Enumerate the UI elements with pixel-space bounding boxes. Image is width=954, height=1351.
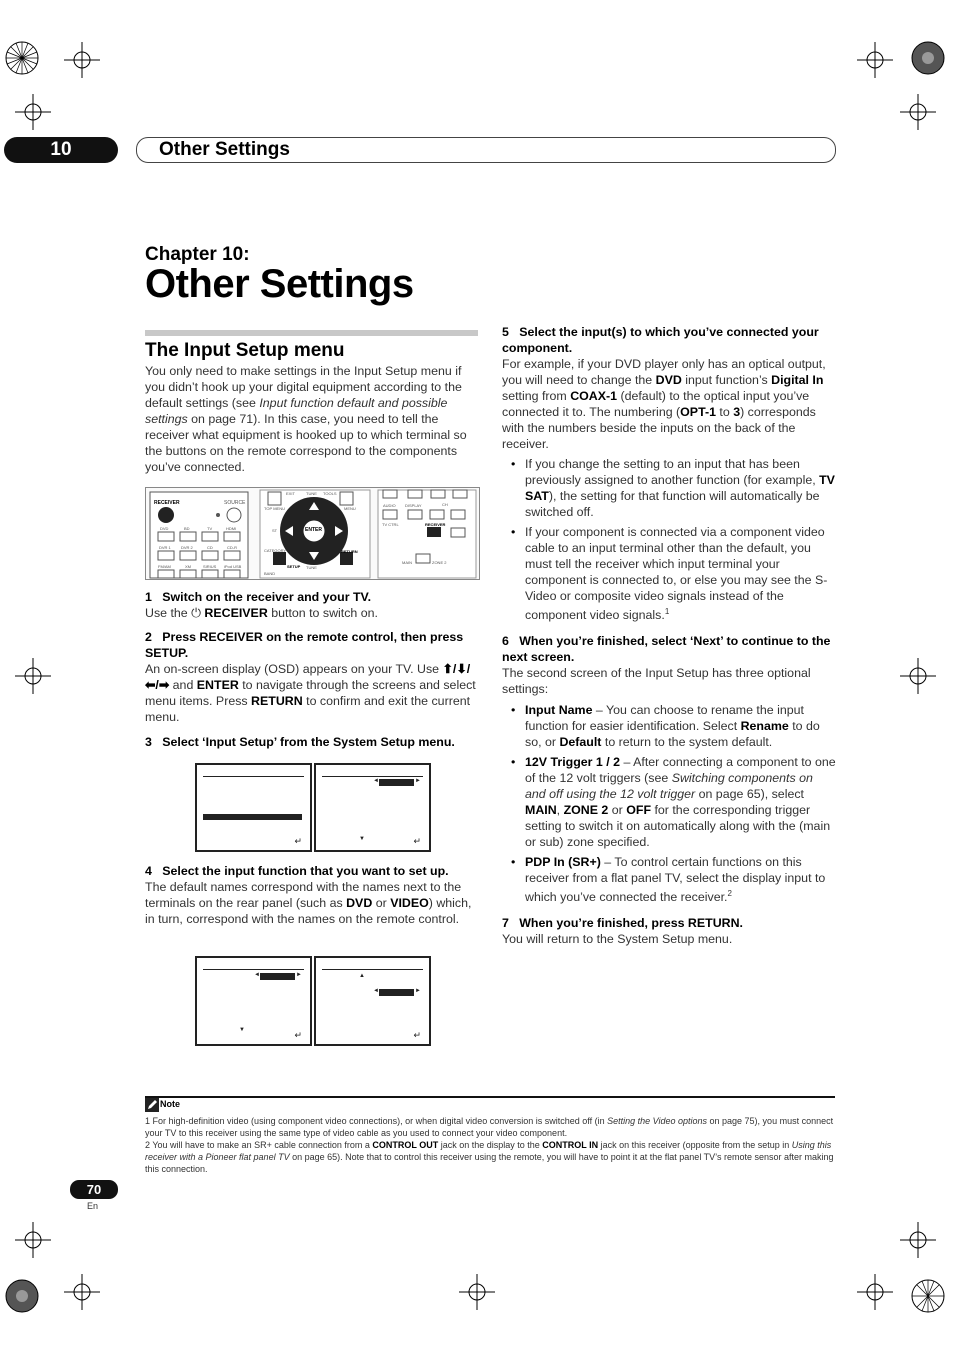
down-arrow-icon: ▼ [359, 836, 365, 842]
chapter-title: Other Settings [145, 262, 414, 306]
return-icon: ↵ [294, 1030, 302, 1040]
remote-cdr-label: CD-R [227, 545, 237, 550]
remote-ipod-label: iPod USB [224, 564, 242, 569]
remote-topmenu-label: TOP MENU [264, 506, 285, 511]
note-text: 1 For high-definition video (using component video connections), or when digital video conversion is switched off (in Setting the Video options on page 75), you must connect your TV to this receiver using the same type of video cable as you used to connect your video component. 2 You will have to make an SR+ cable connection from a CONTROL OUT jack on the display to the CONTROL IN jack on this receiver (opposite from the setup in Using this receiver with a Pioneer flat panel TV on page 65). Note that to control this receiver using the remote, you will have to point it at the flat panel TV’s remote sensor after making this connection. [145, 1116, 834, 1174]
registration-rosette [910, 1278, 946, 1314]
remote-fmam-label: FM/AM [158, 564, 171, 569]
right-arrow-icon: ► [415, 988, 421, 994]
registration-rosette [4, 1278, 40, 1314]
up-arrow-icon: ▲ [359, 973, 365, 979]
note-pencil-icon [145, 1098, 159, 1112]
remote-bd-label: BD [184, 526, 190, 531]
remote-tune2-label: TUNE [306, 565, 317, 570]
section-rule [145, 330, 478, 336]
remote-audio-label: AUDIO [383, 503, 396, 508]
osd-screen-input-setup-3 [314, 956, 431, 1046]
step-6-item-12v-trigger: • 12V Trigger 1 / 2 – After connecting a component to one of the 12 volt triggers (see Switching components on and off using the 12 volt trigger on page 65), select MAIN, ZONE 2 or OFF for the corresponding trigger setting to switch it on automatically along with the (main or sub) zone specified. [502, 754, 836, 850]
remote-tools-label: TOOLS [323, 491, 337, 496]
remote-source-label: SOURCE [224, 500, 246, 506]
remote-receiver-label: RECEIVER [154, 500, 180, 506]
crosshair-mark [857, 1274, 893, 1310]
return-icon: ↵ [294, 836, 302, 846]
step-3: 3 Select ‘Input Setup’ from the System Setup menu. [145, 735, 455, 749]
remote-xm-label: XM [185, 564, 191, 569]
remote-enter-label: ENTER [305, 527, 322, 533]
remote-main-label: MAIN [402, 560, 412, 565]
step-5-bullet-2: • If your component is connected via a component video cable to an input terminal other than the default, you must tell the receiver which input terminal your component is connected to, or else you may see the S-Video or composite video signals instead of the component video signals.$^1$ [502, 524, 836, 623]
return-icon: ↵ [413, 1030, 421, 1040]
remote-illustration [145, 487, 480, 580]
remote-setup-label: SETUP [287, 564, 301, 569]
osd-highlight [203, 814, 302, 820]
chapter-number-badge: 10 [4, 137, 118, 163]
remote-return-label: RETURN [341, 549, 358, 554]
remote-display-label: DISPLAY [405, 503, 422, 508]
remote-zone-label: ZONE 2 [432, 560, 447, 565]
step-6: 6 When you’re finished, select ‘Next’ to continue to the next screen. The second screen of the Input Setup has three optional settings: • Input Name – You can choose to rename the input function for easier identification. Select Rename to do so, or Default to return to the system default. • 12V Trigger 1 / 2 – After connecting a component to one of the 12 volt triggers (see Switching components on and off using the 12 volt trigger on page 65), select MAIN, ZONE 2 or OFF for the corresponding trigger setting to switch it on automatically along with the (main or sub) zone specified. • PDP In (SR+) – To control certain functions on this receiver from a flat panel TV, select the display input to which you’ve connected the receiver.$^2$ [502, 633, 836, 909]
step-2: 2 Press RECEIVER on the remote control, then press SETUP. An on-screen display (OSD) appears on your TV. Use ⬆/⬇/⬅/➡ and ENTER to navigate through the screens and select menu items. Press RETURN to confirm and exit the current menu. [145, 630, 476, 724]
step-6-item-pdp-in: • PDP In (SR+) – To control certain functions on this receiver from a flat panel TV, select the display input to which you’ve connected the receiver.$^2$ [502, 854, 836, 905]
registration-rosette [910, 40, 946, 76]
section-title: The Input Setup menu [145, 340, 345, 361]
crosshair-mark [15, 94, 51, 130]
crosshair-mark [15, 1222, 51, 1258]
left-arrow-icon: ◄ [373, 988, 379, 994]
step-7: 7 When you’re finished, press RETURN. You will return to the System Setup menu. [502, 916, 743, 946]
remote-hdmi-label: HDMI [226, 526, 237, 531]
remote-tvctrl-label: TV CTRL [382, 522, 399, 527]
remote-exit-label: EXIT [286, 491, 295, 496]
crosshair-mark [15, 658, 51, 694]
left-arrow-icon: ◄ [373, 778, 379, 784]
section-intro: You only need to make settings in the Input Setup menu if you didn’t hook up your digital equipment according to the default settings (see Input function default and possible settings on page 71). In this case, you need to tell the receiver what equipment is hooked up to which terminal so the buttons on the remote correspond to the components you’ve connected. [145, 364, 467, 474]
osd-highlight [260, 973, 295, 980]
remote-tune-label: TUNE [306, 491, 317, 496]
crosshair-mark [459, 1274, 495, 1310]
crosshair-mark [900, 94, 936, 130]
osd-screen-input-setup-2 [195, 956, 312, 1046]
crosshair-mark [900, 658, 936, 694]
remote-cd-label: CD [207, 545, 213, 550]
remote-dvd-label: DVD [160, 526, 169, 531]
step-1: 1 Switch on the receiver and your TV. Use the ⏻ RECEIVER button to switch on. [145, 590, 378, 620]
running-header-title: Other Settings [159, 139, 290, 160]
remote-band-label: BAND [264, 571, 276, 576]
note-label: Note [160, 1099, 180, 1109]
crosshair-mark [64, 42, 100, 78]
remote-st-label: ST [272, 528, 278, 533]
page-language: En [87, 1201, 99, 1211]
right-arrow-icon: ► [296, 972, 302, 978]
note-rule [145, 1096, 835, 1098]
remote-tv-label: TV [207, 526, 213, 531]
chapter-label: Chapter 10: [145, 244, 250, 265]
remote-receiver2-label: RECEIVER [425, 522, 446, 527]
remote-sirius-label: SIRIUS [203, 564, 217, 569]
power-icon: ⏻ [191, 606, 201, 620]
osd-screen-input-setup-1 [314, 763, 431, 852]
arrow-keys-icon: ⬆/⬇/⬅/➡ [145, 662, 471, 692]
left-arrow-icon: ◄ [254, 972, 260, 978]
osd-highlight [379, 779, 414, 786]
crosshair-mark [900, 1222, 936, 1258]
remote-category-label: CATEGORY [264, 548, 287, 553]
remote-menu-label: MENU [344, 506, 356, 511]
crosshair-mark [857, 42, 893, 78]
registration-rosette [4, 40, 40, 76]
step-6-item-input-name: • Input Name – You can choose to rename the input function for easier identification. Select Rename to do so, or Default to return to the system default. [502, 702, 836, 750]
down-arrow-icon: ▼ [239, 1027, 245, 1033]
step-4: 4 Select the input function that you want to set up. The default names correspond with the names next to the terminals on the rear panel (such as DVD or VIDEO) which, in turn, correspond with the names on the remote control. [145, 864, 472, 926]
right-arrow-icon: ► [415, 778, 421, 784]
remote-dvr1-label: DVR 1 [159, 545, 171, 550]
page-number: 70 [70, 1180, 118, 1199]
osd-screen-system-setup [195, 763, 312, 852]
return-icon: ↵ [413, 836, 421, 846]
remote-dvr2-label: DVR 2 [181, 545, 193, 550]
step-5-bullet-1: • If you change the setting to an input that has been previously assigned to another function (for example, TV SAT), the setting for that function will automatically be switched off. [502, 456, 836, 520]
osd-highlight [379, 989, 414, 996]
remote-ch-label: CH [442, 502, 448, 507]
crosshair-mark [64, 1274, 100, 1310]
step-5: 5 Select the input(s) to which you’ve connected your component. For example, if your DVD player only has an optical output, you will need to change the DVD input function’s Digital In setting from COAX-1 (default) to the optical input you’ve connected it to. The numbering (OPT-1 to 3) corresponds with the numbers beside the inputs on the back of the receiver. • If you change the setting to an input that has been previously assigned to another function (for example, TV SAT), the setting for that function will automatically be switched off. • If your component is connected via a component video cable to an input terminal other than the default, you must tell the receiver which input terminal your component is connected to, or else you may see the S-Video or composite video signals instead of the component video signals.$^1$ [502, 324, 836, 627]
